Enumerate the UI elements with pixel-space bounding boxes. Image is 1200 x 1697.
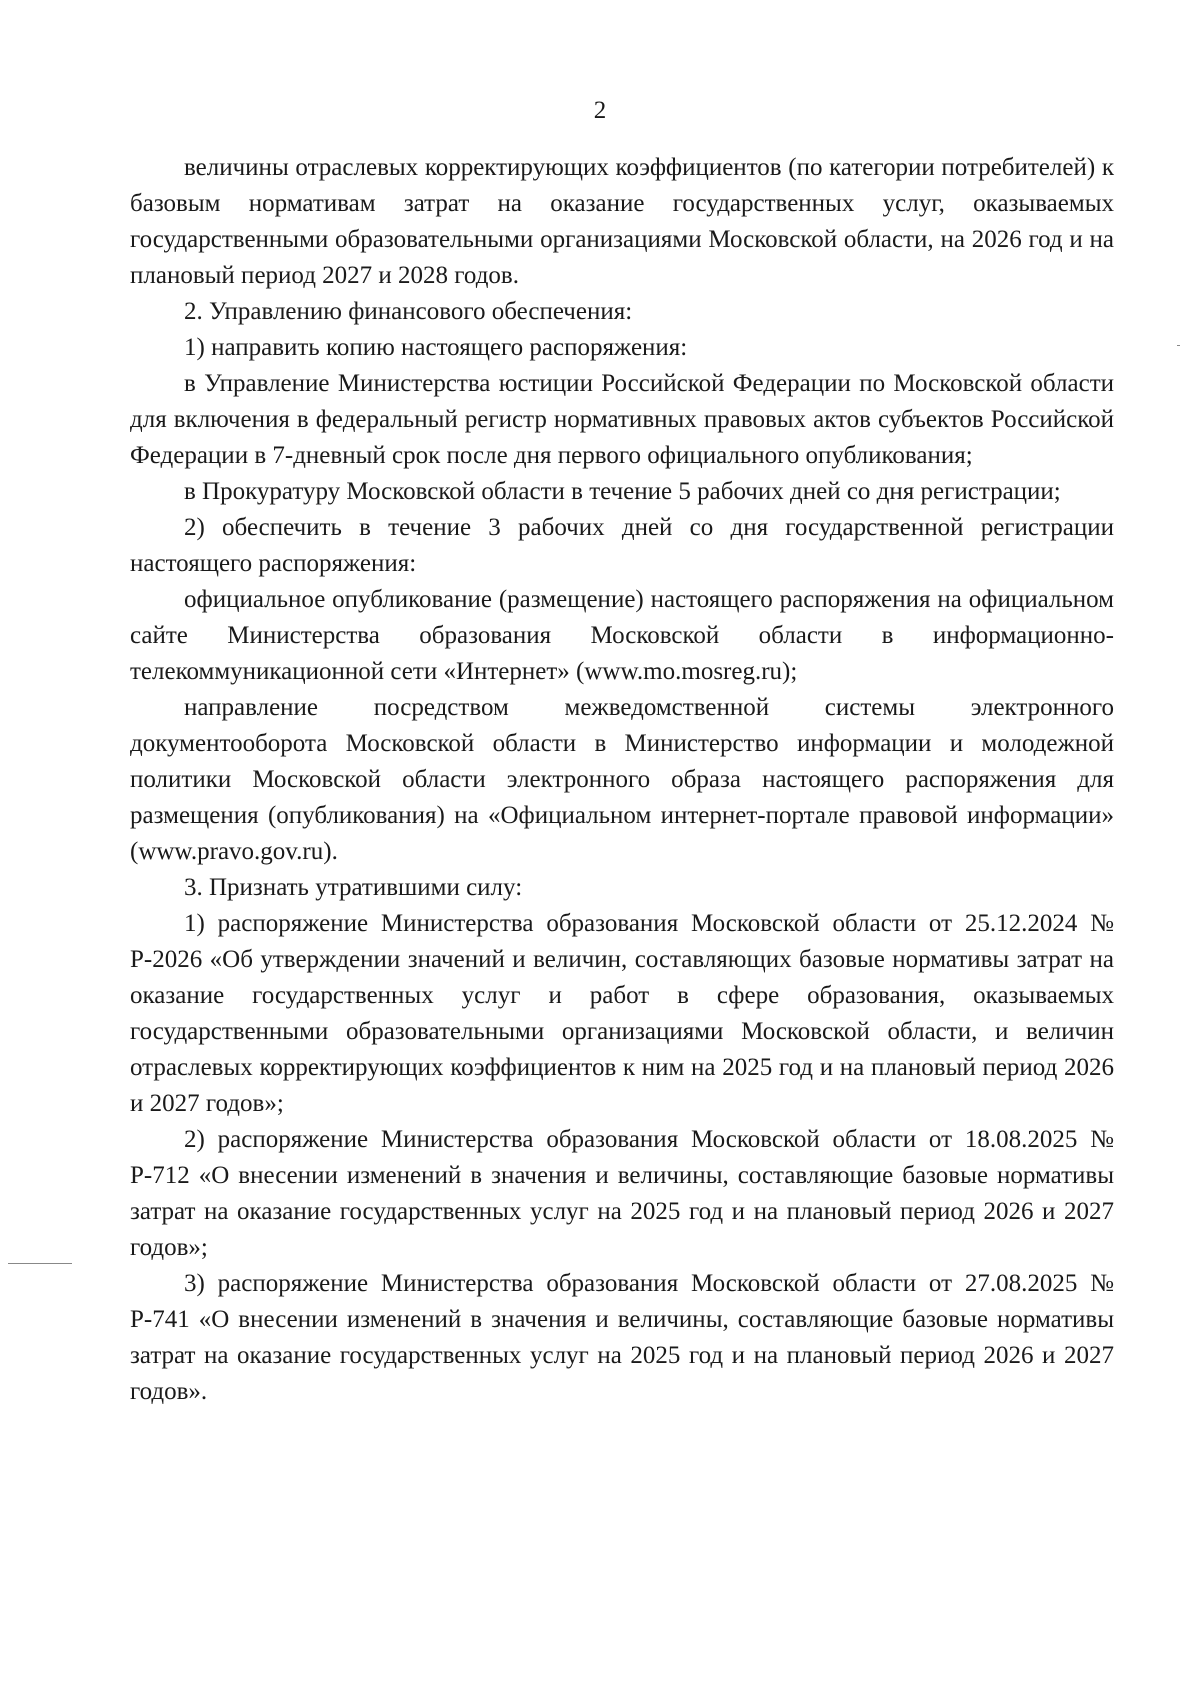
paragraph-prosecutor-office: в Прокуратуру Московской области в течение 5 рабочих дней со дня регистрации; (184, 478, 1061, 505)
paragraph-repeal-2: 2) распоряжение Министерства образования Московской области от 18.08.2025 № Р-712 «О внесении изменений в значения и величины, составляющие базовые нормативы затрат на оказание государственных услуг на 2025 год и на плановый период 2026 и 2027 годов»; (130, 1126, 1114, 1261)
paragraph-item-2-2: 2) обеспечить в течение 3 рабочих дней со дня государственной регистрации настоящего распоряжения: (130, 514, 1114, 577)
paragraph-electronic-submission: направление посредством межведомственной системы электронного документооборота Московской области в Министерство информации и молодежной политики Московской области электронного образа настоящего распоряжения для размещения (опубликования) на «Официальном интернет-портале правовой информации» (www.pravo.gov.ru). (130, 694, 1114, 865)
scan-artifact-line (8, 1263, 72, 1264)
page-number: 2 (593, 97, 607, 124)
paragraph-continuation: величины отраслевых корректирующих коэффициентов (по категории потребителей) к базовым нормативам затрат на оказание государственных услуг, оказываемых государственными образовательными организациями Московской области, на 2026 год и на плановый период 2027 и 2028 годов. (130, 154, 1114, 289)
document-body (130, 150, 1114, 1410)
paragraph-repeal-1: 1) распоряжение Министерства образования Московской области от 25.12.2024 № Р-2026 «Об утверждении значений и величин, составляющих базовые нормативы затрат на оказание государственных услуг и работ в сфере образования, оказываемых государственными образовательными организациями Московской области, и величин отраслевых корректирующих коэффициентов к ним на 2025 год и на плановый период 2026 и 2027 годов»; (130, 910, 1114, 1117)
paragraph-section-3: 3. Признать утратившими силу: (184, 874, 523, 901)
paragraph-ministry-of-justice: в Управление Министерства юстиции Российской Федерации по Московской области для включения в федеральный регистр нормативных правовых актов субъектов Российской Федерации в 7-дневный срок после дня первого официального опубликования; (130, 370, 1114, 469)
paragraph-section-2: 2. Управлению финансового обеспечения: (184, 298, 633, 325)
paragraph-item-2-1: 1) направить копию настоящего распоряжения: (184, 334, 688, 361)
paragraph-official-publication: официальное опубликование (размещение) настоящего распоряжения на официальном сайте Министерства образования Московской области в информационно-телекоммуникационной сети «Интернет» (www.mo.mosreg.ru); (130, 586, 1114, 685)
paragraph-repeal-3: 3) распоряжение Министерства образования Московской области от 27.08.2025 № Р-741 «О внесении изменений в значения и величины, составляющие базовые нормативы затрат на оказание государственных услуг на 2025 год и на плановый период 2026 и 2027 годов». (130, 1270, 1114, 1405)
scan-artifact-dot (1177, 345, 1180, 346)
